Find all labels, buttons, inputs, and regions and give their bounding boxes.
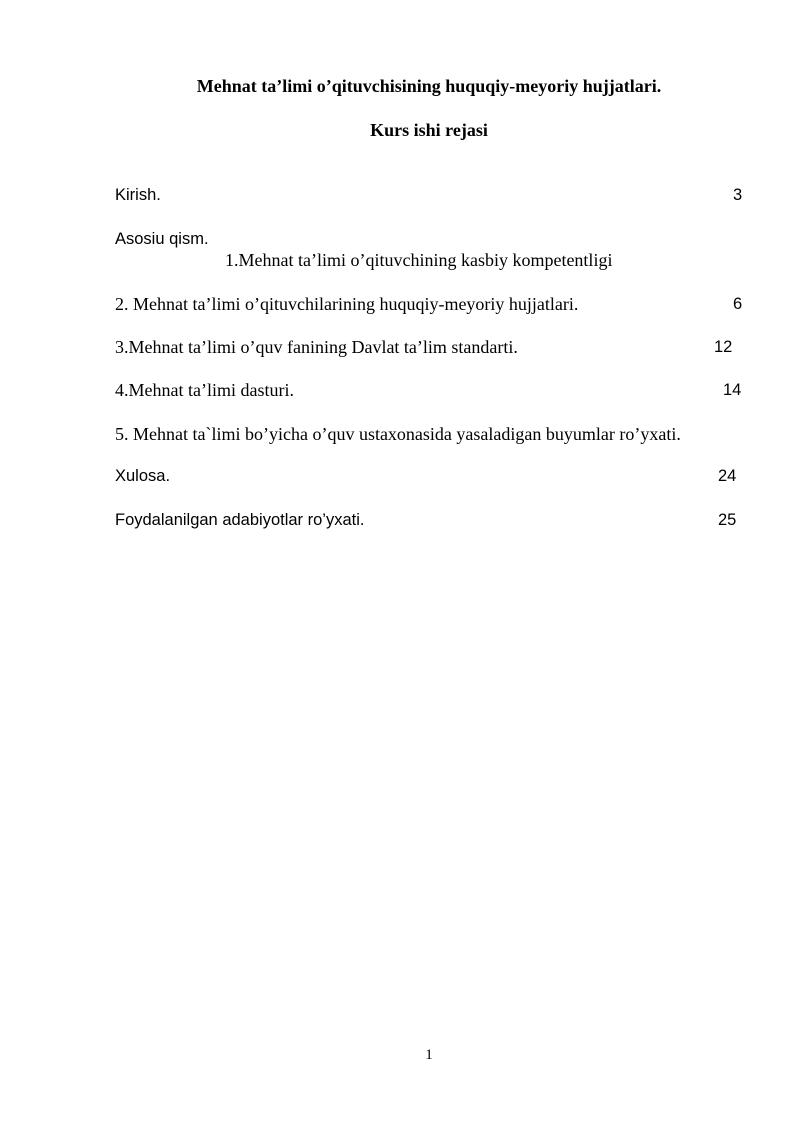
page-number: 1 (425, 1047, 433, 1063)
toc-entry-item2: 2. Mehnat ta’limi o’qituvchilarining huquqiy-meyoriy hujjatlari. (115, 294, 579, 314)
toc-page-xulosa: 24 (718, 467, 737, 485)
toc-page-kirish: 3 (733, 186, 743, 204)
document-title: Mehnat ta’limi o’qituvchisining huquqiy-meyoriy hujjatlari. (196, 76, 662, 96)
toc-entry-item3: 3.Mehnat ta’limi o’quv fanining Davlat ta’lim standarti. (115, 337, 518, 357)
document-subtitle: Kurs ishi rejasi (370, 120, 488, 140)
toc-page-item4: 14 (723, 381, 742, 399)
toc-entry-item4: 4.Mehnat ta’limi dasturi. (115, 380, 294, 400)
toc-entry-adabiyotlar: Foydalanilgan adabiyotlar ro’yxati. (115, 511, 365, 529)
toc-entry-xulosa: Xulosa. (115, 467, 171, 485)
toc-entry-sub1: 1.Mehnat ta’limi o’qituvchining kasbiy kompetentligi (225, 250, 613, 270)
toc-entry-item5: 5. Mehnat ta`limi bo’yicha o’quv ustaxonasida yasaladigan buyumlar ro’yxati. (115, 424, 681, 444)
toc-page-adabiyotlar: 25 (718, 511, 737, 529)
toc-entry-kirish: Kirish. (115, 186, 161, 204)
toc-page-item3: 12 (714, 338, 733, 356)
toc-entry-asosiy: Asosiu qism. (115, 230, 209, 248)
toc-page-item2: 6 (733, 295, 743, 313)
